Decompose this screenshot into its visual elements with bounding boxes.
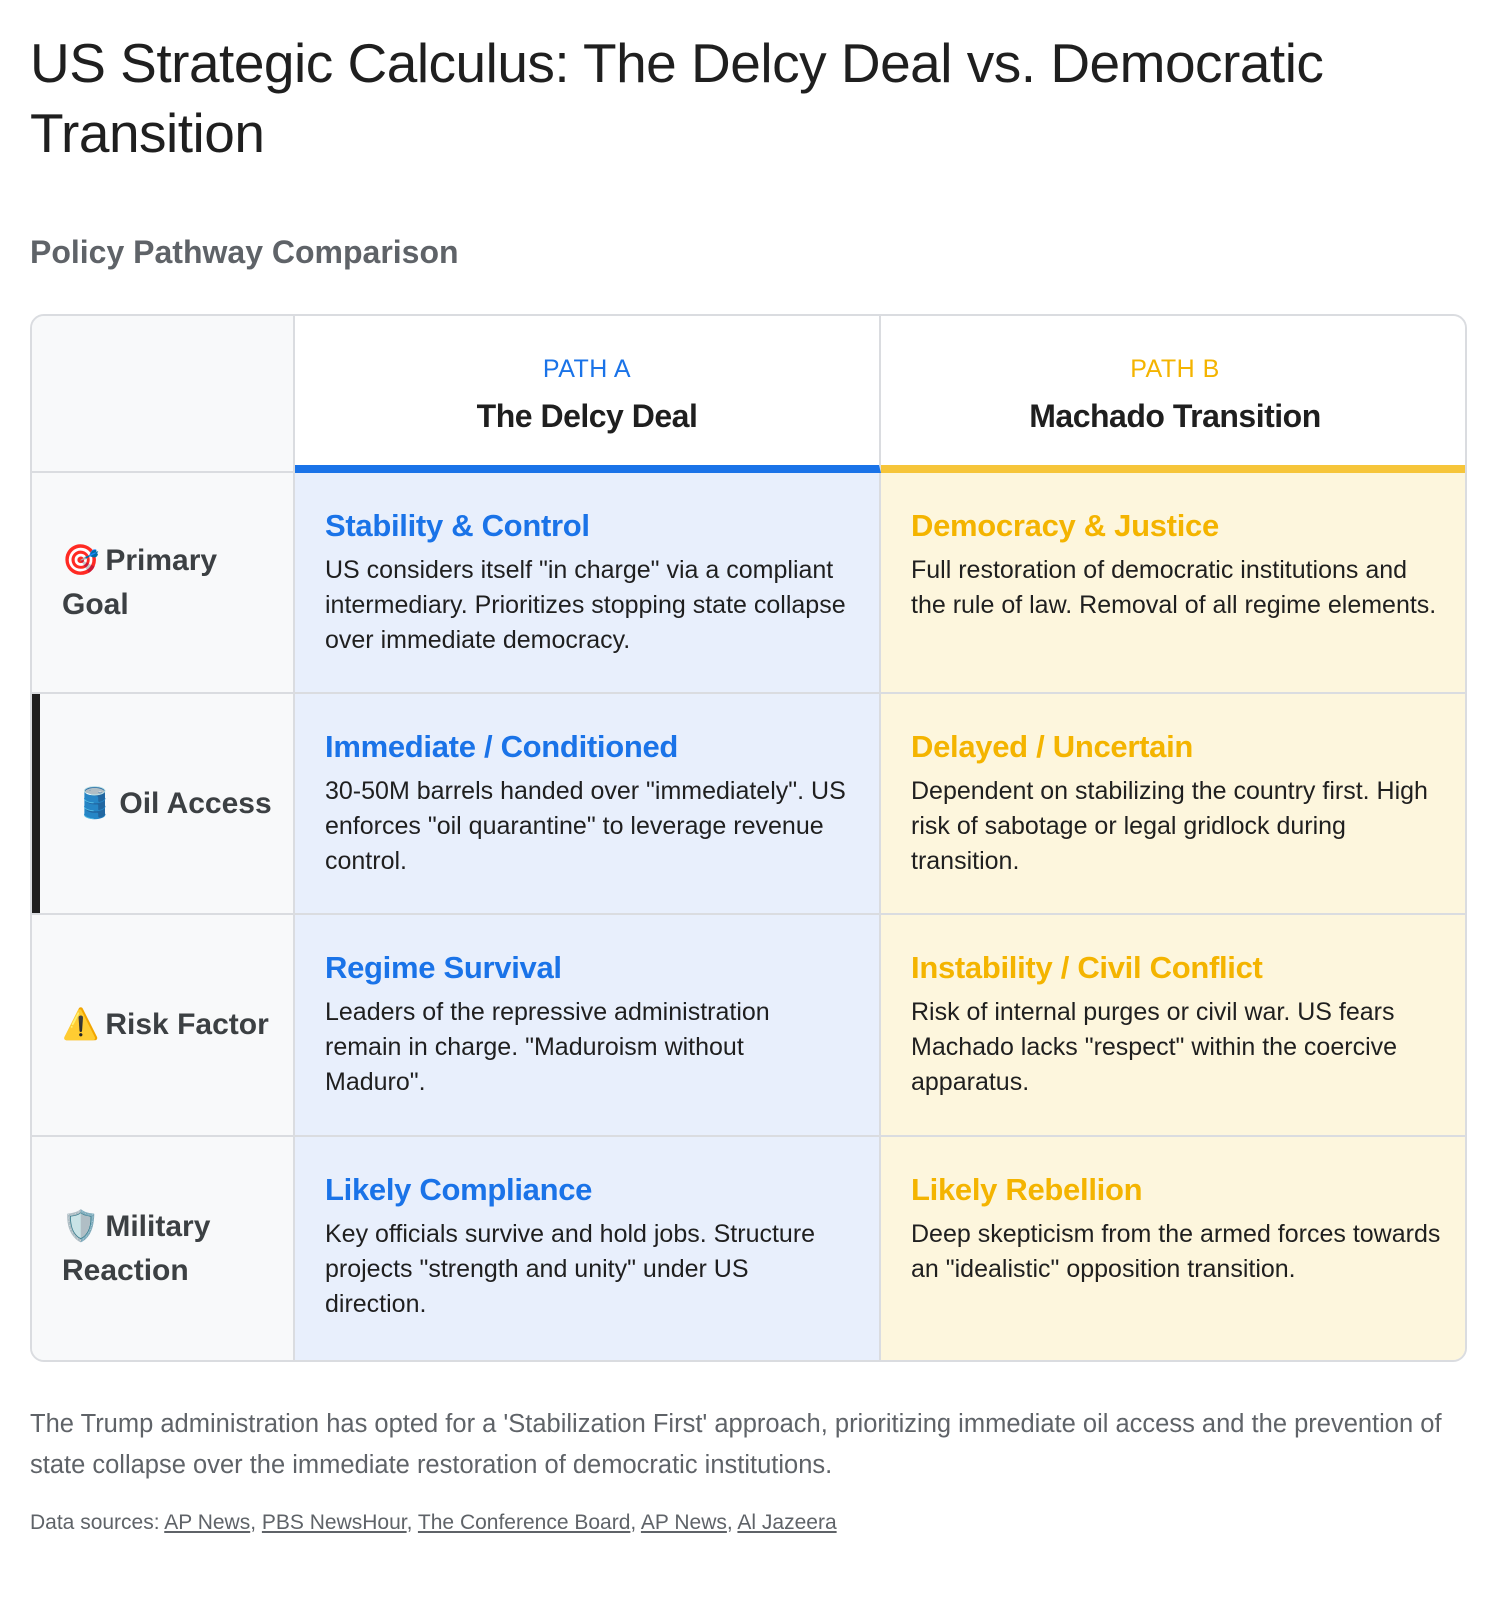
cell-body: Leaders of the repressive administration remain in charge. "Maduroism without Maduro".	[325, 998, 770, 1096]
cell-oil-access-path-b	[881, 694, 1467, 915]
source-link-pbs-newshour[interactable]: PBS NewsHour	[261, 1511, 407, 1534]
row-label-military-reaction	[32, 1137, 295, 1360]
cell-title: Delayed / Uncertain	[911, 729, 1194, 764]
path-a-header	[295, 316, 881, 473]
cell-body: Dependent on stabilizing the country first. High risk of sabotage or legal gridlock during transition.	[911, 777, 1428, 875]
summary-text: The Trump administration has opted for a 'Stabilization First' approach, prioritizing immediate oil access and the prevention of state collapse over the immediate restoration of democratic institutions.	[30, 1410, 1442, 1479]
shield-icon: 🛡️	[62, 1209, 100, 1243]
path-a-label: PATH A	[542, 355, 632, 383]
cell-title: Stability & Control	[325, 508, 590, 543]
cell-title: Immediate / Conditioned	[325, 729, 679, 764]
cell-body: 30-50M barrels handed over "immediately". US enforces "oil quarantine" to leverage revenue control.	[325, 777, 846, 875]
cell-oil-access-path-a	[295, 694, 881, 915]
table-corner	[32, 316, 295, 473]
path-b-name: Machado Transition	[1029, 398, 1321, 434]
oil-drum-icon: 🛢️	[76, 786, 114, 820]
cell-body: Full restoration of democratic institutions and the rule of law. Removal of all regime elements.	[911, 556, 1437, 619]
comparison-table	[30, 314, 1467, 1362]
row-label-text: Primary Goal	[62, 543, 218, 621]
cell-risk-factor-path-a	[295, 915, 881, 1137]
cell-body: Risk of internal purges or civil war. US fears Machado lacks "respect" within the coercive apparatus.	[911, 998, 1398, 1096]
path-b-label: PATH B	[1130, 355, 1220, 383]
page-title: US Strategic Calculus: The Delcy Deal vs. Democratic Transition	[30, 32, 1324, 164]
row-label-primary-goal	[32, 473, 295, 694]
cell-body: Key officials survive and hold jobs. Structure projects "strength and unity" under US direction.	[325, 1220, 816, 1318]
path-b-header	[881, 316, 1467, 473]
cell-title: Likely Rebellion	[911, 1172, 1143, 1207]
source-link-ap-news-2[interactable]: AP News	[640, 1511, 727, 1534]
path-a-name: The Delcy Deal	[476, 398, 698, 434]
cell-title: Democracy & Justice	[911, 508, 1219, 543]
cell-primary-goal-path-b	[881, 473, 1467, 694]
data-sources: Data sources: AP News, PBS NewsHour, The Conference Board, AP News, Al Jazeera	[30, 1511, 837, 1534]
row-label-risk-factor	[32, 915, 295, 1137]
target-icon: 🎯	[62, 543, 100, 577]
warning-icon: ⚠️	[62, 1008, 100, 1041]
source-link-ap-news[interactable]: AP News	[164, 1511, 251, 1534]
cell-primary-goal-path-a	[295, 473, 881, 694]
cell-military-reaction-path-a	[295, 1137, 881, 1360]
source-link-al-jazeera[interactable]: Al Jazeera	[737, 1511, 837, 1534]
source-link-conference-board[interactable]: The Conference Board	[417, 1511, 631, 1534]
cell-title: Instability / Civil Conflict	[911, 950, 1263, 985]
row-label-text: Oil Access	[119, 786, 272, 820]
sources-prefix: Data sources:	[30, 1511, 165, 1534]
row-label-oil-access	[32, 694, 295, 915]
row-label-text: Military Reaction	[62, 1209, 211, 1287]
cell-military-reaction-path-b	[881, 1137, 1467, 1360]
row-label-text: Risk Factor	[105, 1008, 269, 1041]
cell-title: Likely Compliance	[325, 1172, 593, 1207]
section-subtitle: Policy Pathway Comparison	[30, 234, 459, 270]
cell-title: Regime Survival	[325, 950, 562, 985]
cell-body: Deep skepticism from the armed forces towards an "idealistic" opposition transition.	[911, 1220, 1441, 1283]
cell-body: US considers itself "in charge" via a compliant intermediary. Prioritizes stopping state collapse over immediate democracy.	[325, 556, 846, 654]
cell-risk-factor-path-b	[881, 915, 1467, 1137]
